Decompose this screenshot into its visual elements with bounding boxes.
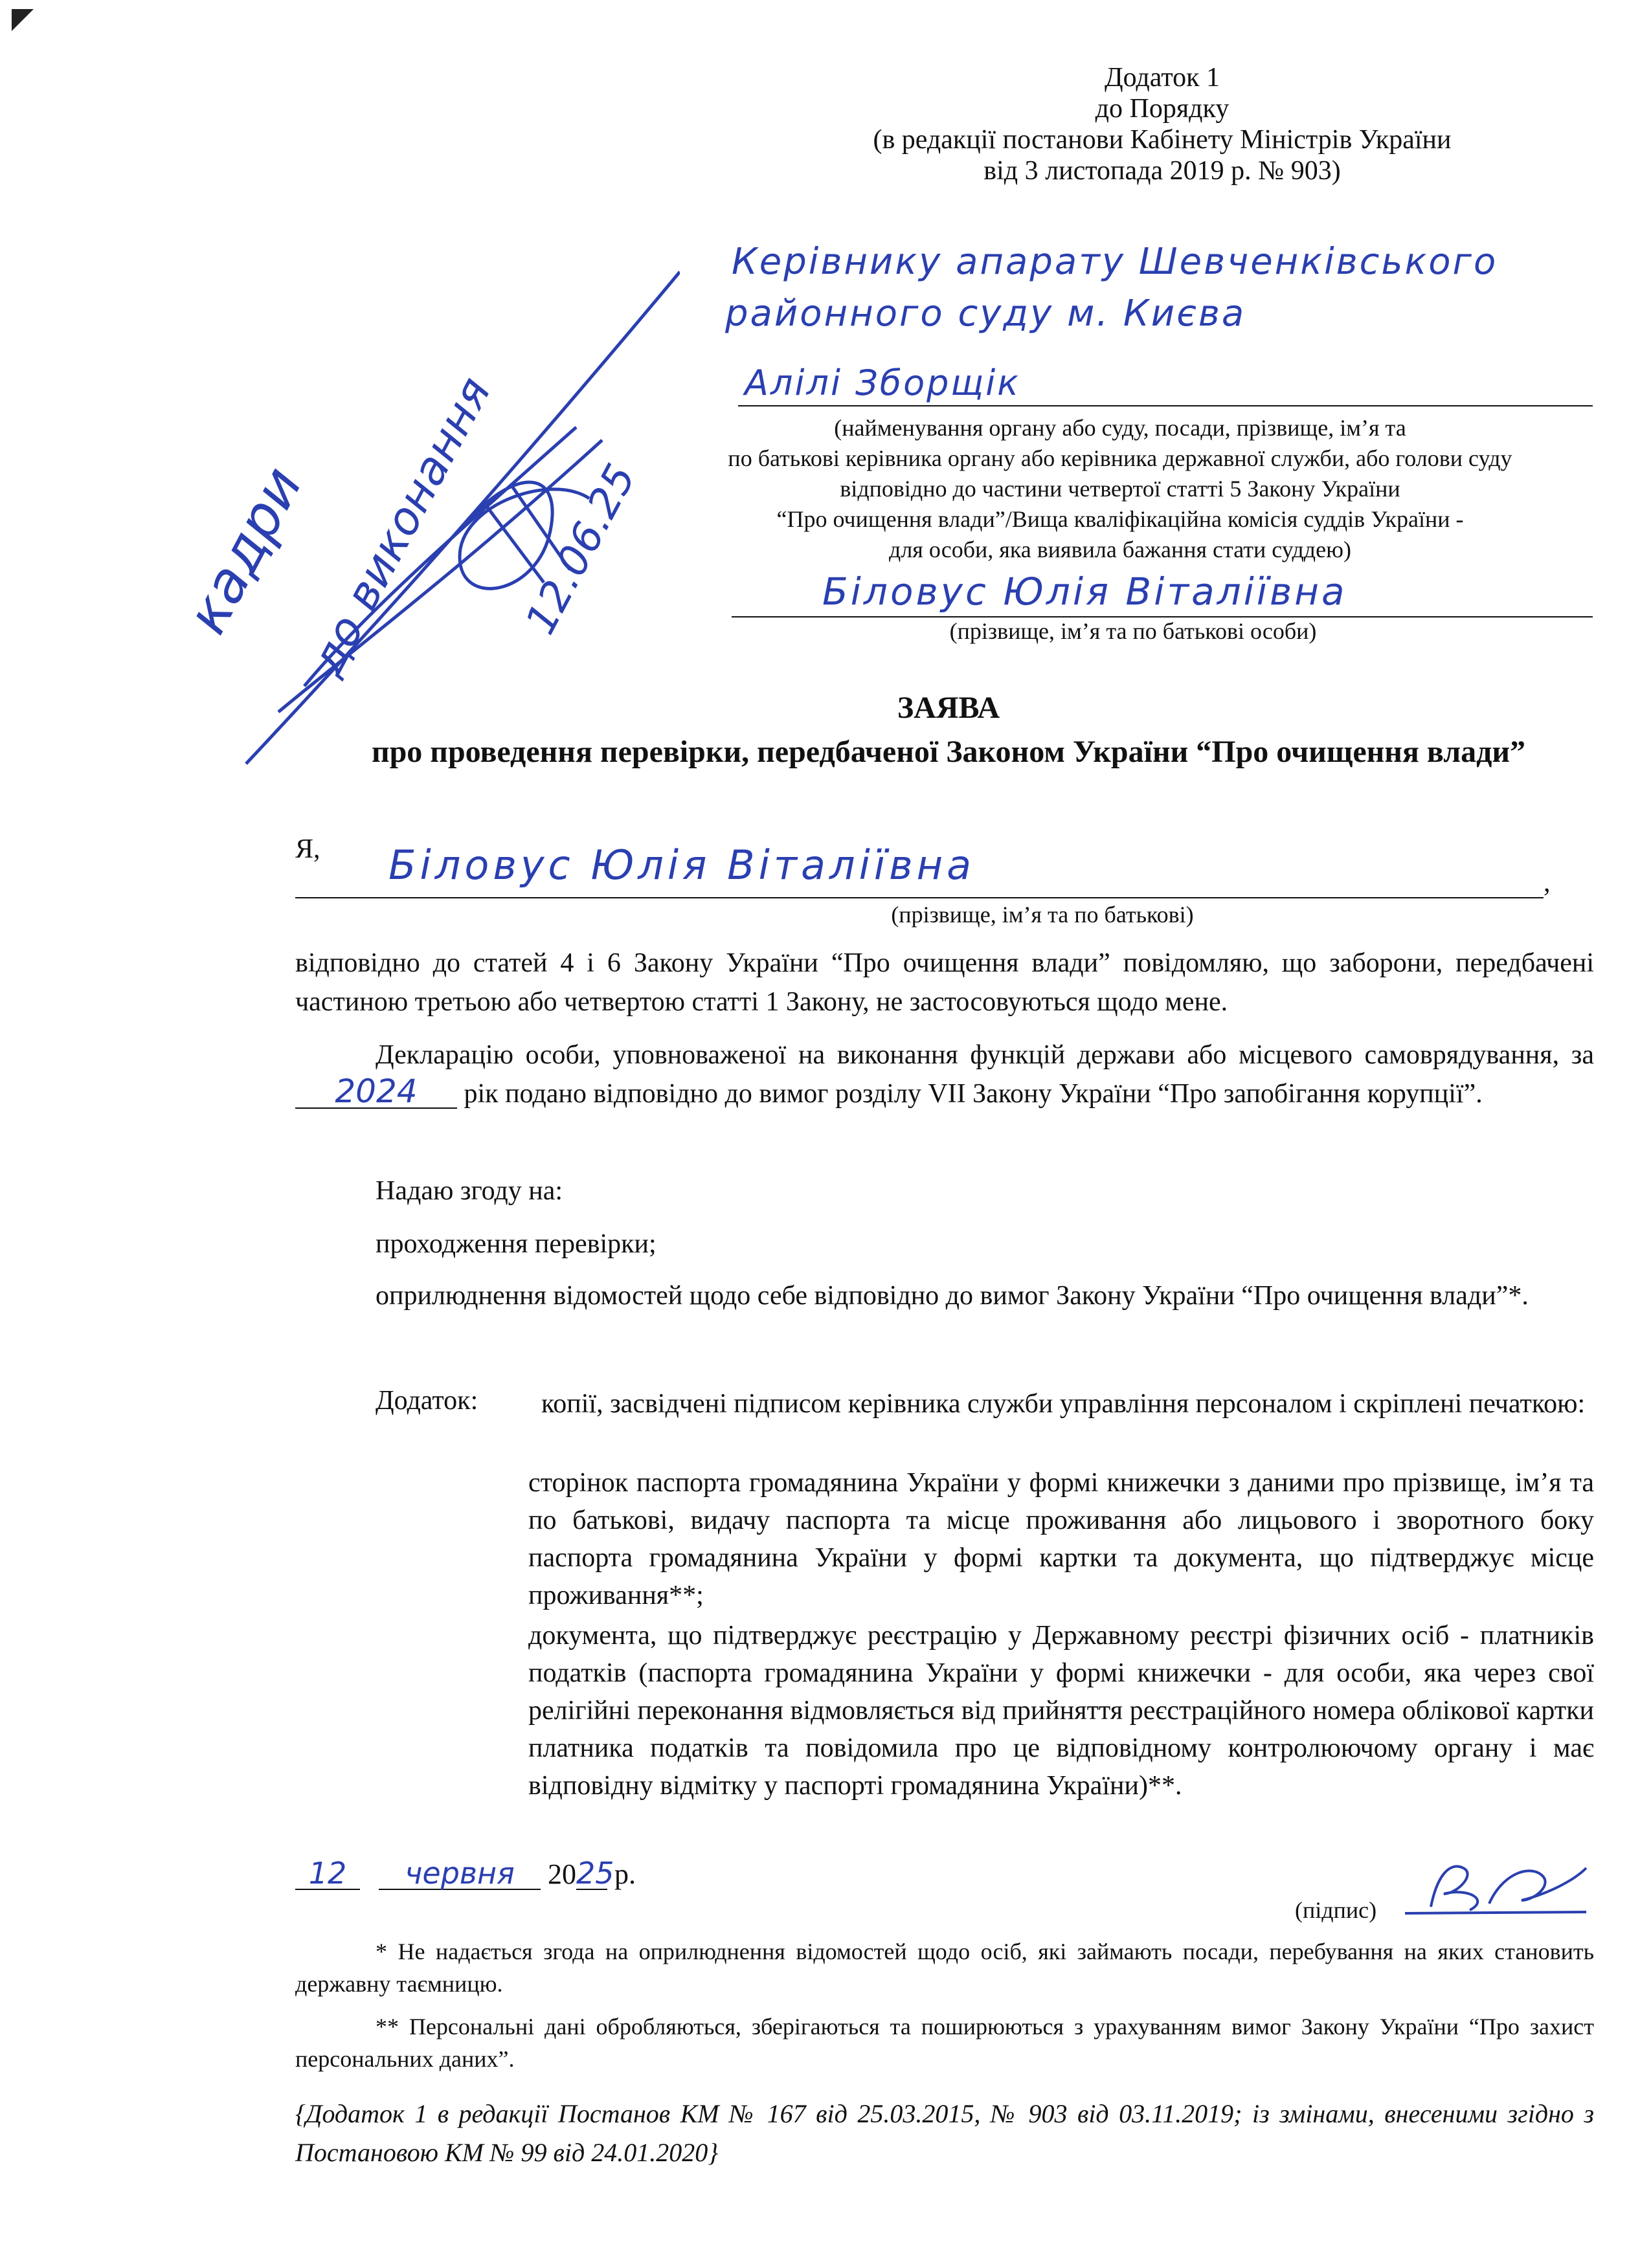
name-underline	[295, 897, 1544, 898]
header-line-2: до Порядку	[1095, 94, 1230, 124]
addressee-caption-line: відповідно до частини четвертої статті 5 Закону України	[840, 476, 1400, 502]
signature-mark	[1392, 1855, 1599, 1926]
fio-caption: (прізвище, ім’я та по батькові)	[891, 902, 1194, 928]
paragraph-no-prohibitions: відповідно до статей 4 і 6 Закону України “Про очищення влади” повідомляю, що заборони, передбачені частиною третьою або четвертою статті 1 Закону, не застосовуються щодо мене.	[295, 948, 1594, 1017]
header-line-3: (в редакції постанови Кабінету Міністрів України	[873, 125, 1452, 155]
paragraph-declaration	[295, 1036, 1594, 1113]
date-row	[295, 1858, 636, 1891]
attachment-item-2: сторінок паспорта громадянина України у формі книжечки з даними про прізвище, ім’я та по батькові, видачу паспорта та місце проживання або лицьового і зворотного боку паспорта громадянина України у формі картки та документа, що підтверджує місце проживання**;	[528, 1468, 1594, 1610]
declaration-text-a: Декларацію особи, уповноваженої на виконання функцій держави або місцевого самоврядування, за	[376, 1040, 1594, 1070]
attachment-label: Додаток:	[376, 1386, 478, 1416]
scan-corner-mark	[12, 9, 34, 31]
resolution-line-1: кадри	[174, 456, 315, 644]
declaration-year-handwritten: 2024	[295, 1075, 457, 1109]
signature-label: (підпис)	[1295, 1897, 1377, 1923]
date-r: р.	[614, 1858, 636, 1890]
addressee-caption-line: для особи, яка виявила бажання стати суддею)	[889, 537, 1351, 562]
header-line-4: від 3 листопада 2019 р. № 903)	[983, 156, 1341, 186]
applicant-handwritten-name: Біловус Юлія Віталіївна	[822, 570, 1347, 614]
applicant-caption: (прізвище, ім’я та по батькові особи)	[949, 618, 1317, 644]
title-line-1: ЗАЯВА	[897, 691, 1000, 725]
addressee-caption-line: “Про очищення влади”/Вища кваліфікаційна комісія суддів України -	[776, 506, 1464, 532]
consent-item-1: проходження перевірки;	[376, 1229, 657, 1259]
header-line-1: Додаток 1	[1104, 63, 1220, 93]
date-month: червня	[379, 1858, 541, 1890]
resolution-date: 12.06.25	[516, 456, 646, 642]
addressee-underline	[738, 405, 1593, 406]
document-header	[764, 62, 1560, 186]
footnote-1: * Не надається згода на оприлюднення відомостей щодо осіб, які займають посади, перебування на яких становить державну таємницю.	[295, 1939, 1594, 1997]
addressee-handwritten-name: Алілі Зборщік	[745, 362, 1020, 403]
declaration-text-b: рік подано відповідно до вимог розділу VII Закону України “Про запобігання корупції”.	[464, 1079, 1483, 1109]
addressee-caption	[647, 413, 1593, 565]
title-line-2: про проведення перевірки, передбаченої Законом України “Про очищення влади”	[371, 735, 1526, 769]
date-year-prefix: 20	[548, 1858, 576, 1890]
resolution-line-2: до виконання	[300, 368, 502, 684]
date-day: 12	[295, 1858, 360, 1890]
addressee-caption-line: (найменування органу або суду, посади, прізвище, ім’я та	[834, 415, 1406, 441]
attachment-item-1: копії, засвідчені підписом керівника служби управління персоналом і скріплені печаткою:	[541, 1389, 1586, 1419]
consent-item-2: оприлюднення відомостей щодо себе відповідно до вимог Закону України “Про очищення влади”*.	[376, 1281, 1529, 1311]
consent-heading: Надаю згоду на:	[376, 1176, 563, 1206]
document-title	[285, 686, 1612, 774]
addressee-caption-line: по батькові керівника органу або керівника державної служби, або голови суду	[728, 445, 1512, 471]
body-handwritten-name: Біловус Юлія Віталіївна	[388, 841, 976, 889]
attachment-item-3: документа, що підтверджує реєстрацію у Державному реєстрі фізичних осіб - платників податків (паспорта громадянина України у формі книжечки - для особи, яка через свої релігійні переконання відмовляється від прийняття реєстраційного номера облікової картки платника податків та повідомила про це відповідному контролюючому органу і має відповідну відмітку у паспорті громадянина України)**.	[528, 1621, 1594, 1801]
footnote-2: ** Персональні дані обробляються, зберігаються та поширюються з урахуванням вимог Закону України “Про захист персональних даних”.	[295, 2014, 1594, 2072]
addressee-handwritten-line-2: районного суду м. Києва	[725, 293, 1246, 335]
ya-label: Я,	[295, 834, 320, 864]
name-comma: ,	[1544, 868, 1551, 898]
date-year-suffix: 25	[576, 1856, 614, 1891]
editorial-note: {Додаток 1 в редакції Постанов КМ № 167 від 25.03.2015, № 903 від 03.11.2019; із змінами, внесеними згідно з Постановою КМ № 99 від 24.01.2020}	[295, 2099, 1594, 2167]
addressee-handwritten-line-1: Керівнику апарату Шевченківського	[732, 241, 1498, 283]
